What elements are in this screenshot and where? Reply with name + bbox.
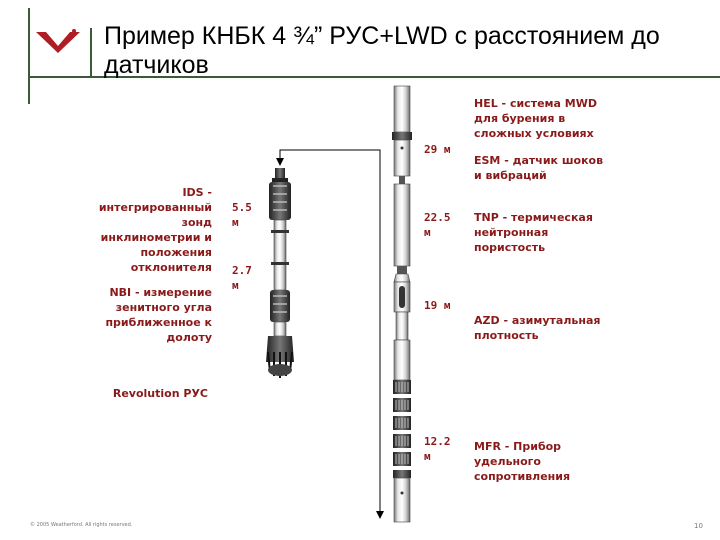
slide-title: Пример КНБК 4 ¾” РУС+LWD с расстоянием до датчиков (104, 22, 660, 79)
distance-nbi: 2.7 м (232, 264, 252, 292)
distance-mfr: 12.2 м (424, 435, 451, 463)
lwd-tool-string (392, 86, 412, 522)
page-number: 10 (694, 522, 703, 530)
azd-label: AZD - азимутальная плотность (474, 314, 601, 342)
distance-azd: 19 м (424, 299, 451, 312)
revolution-label: Revolution РУС (112, 387, 208, 400)
copyright-footer: © 2005 Weatherford. All rights reserved. (30, 522, 133, 528)
arrowhead-down-bottom (376, 511, 384, 519)
distance-hel: 29 м (424, 143, 451, 156)
connector-arrow (280, 150, 380, 513)
hel-label: HEL - система MWD для бурения в сложных условиях (474, 97, 597, 140)
mfr-label: MFR - Прибор удельного сопротивления (474, 440, 571, 483)
ids-label: IDS - интегрированный зонд инклинометрии и положения отклонителя (98, 186, 212, 274)
mfr-antenna-bands (393, 380, 411, 478)
esm-label: ESM - датчик шоков и вибраций (474, 154, 604, 182)
nbi-label: NBI - измерение зенитного угла приближенное к долоту (105, 286, 212, 344)
tnp-label: TNP - термическая нейтронная пористость (474, 211, 593, 254)
revolution-rss-tool (266, 168, 294, 378)
distance-tnp: 22.5 м (424, 211, 451, 239)
distance-ids: 5.5 м (232, 201, 252, 229)
arrowhead-down-left (276, 158, 284, 166)
